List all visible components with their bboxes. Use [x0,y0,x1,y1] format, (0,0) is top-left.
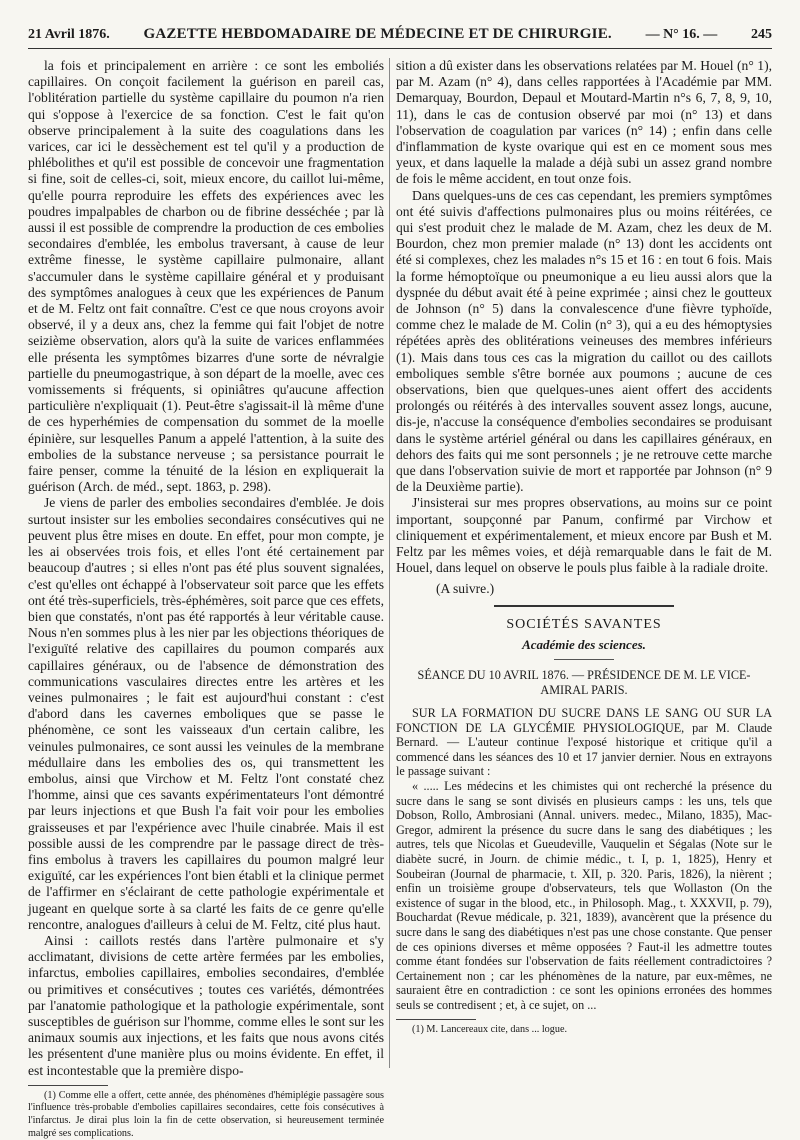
right-paragraph-1: sition a dû exister dans les observations relatées par M. Houel (n° 1), par M. Azam (n° 4), dans celles rapportées à l'Académie par MM. Demarquay, Bourdon, Depaul et Moutard-Martin n°s 6, 7, 8, 9, 10, 11), dans le cas de contusion observé par moi (n° 13) et dans l'observation de coagulation par varices (n° 14) ; enfin dans celle d'inflammation de kyste ovarique qui est en ce moment sous mes yeux, et dans laquelle la malade a déjà subi un assez grand nombre de fois le même accident, en tout onze fois. [396,58,772,187]
left-paragraph-3: Ainsi : caillots restés dans l'artère pulmonaire et s'y acclimatant, divisions de cette artère fermées par les embolies, infarctus, embolies capillaires, embolies secondaires, d'emblée ou primitives et consécutives ; toutes ces variétés, démontrées par l'anatomie pathologique et la pathologie expérimentale, sont susceptibles de guérison sur l'homme, comme elles le sont sur les animaux soumis aux injections, et les faits que nous avons cités les présentent d'une manière plus ou moins évidente. En effet, il est incontestable que la première dispo- [28,932,384,1078]
left-footnote: (1) Comme elle a offert, cette année, des phénomènes d'hémiplégie passagère sous l'influence très-probable d'embolies capillaires secondaires, cette fois consécutives à l'infarctus. Je dirai plus loin la fin de cette observation, si heureusement terminée malgré ses complications. [28,1089,384,1139]
section-separator [494,605,674,607]
right-footnote-rule [396,1019,476,1020]
right-quote: « ..... Les médecins et les chimistes qui ont recherché la présence du sucre dans le sang se sont divisés en plusieurs camps : les uns, tels que Dobson, Rollo, Ambrosiani (Annal. univers. medec., Milano, 1835), Mac-Gregor, admirent la présence du sucre dans le sang des diabétiques ; les autres, tels que Nicolas et Gueudeville, Vauquelin et Ségalas (Note sur le diabète sucré, in Journ. de chimie médic., t. I, p. 1, 1825), Henry et Soubeiran (Journal de pharmacie, t. XII, p. 320. Paris, 1826), la nièrent ; enfin un troisième groupe d'observateurs, tels que Wollaston (On the existence of sugar in the blood, etc., in Philosoph. Mag., t. XXXVII, p. 79), Bouchardat (Revue médicale, p. 321, 1839), avancèrent que la présence du sucre dans le sang des diabétiques n'est pas une chose constante. Que penser de ces opinions diverses et même opposées ? Faut-il les admettre toutes comme étant fondées sur l'observation de faits réellement contradictoires ? Certainement non ; car les phénomènes de la nature, par eux-mêmes, ne sauraient être en contradiction : ce sont les opinions erronées des hommes seuls se contredisent ; et, à ce sujet, on ... [396,779,772,1012]
column-divider [389,58,390,1068]
left-paragraph-1: la fois et principalement en arrière : ce sont les emboliés capillaires. On conçoit facilement la guérison en pareil cas, l'oblitération partielle du système capillaire du poumon n'a rien qui s'oppose à l'exercice de sa fonction. C'est le fait qu'on observe principalement à la suite des coagulations dans les varices, car ici le dessèchement est tel qu'il y a production de phlébolithes et qu'il est possible de concevoir une fragmentation si fine, soit de celles-ci, soit, mieux encore, du caillot lui-même, qu'elle pourra reproduire les effets des expériences avec les poudres impalpables de charbon ou de fibrine desséchée ; par là aussi il est possible de comprendre la production de ces embolies secondaires d'emblée, les embolus traversant, à cause de leur extrême finesse, le système capillaire pulmonaire, allant s'accumuler dans le système capillaire général et y produisant des symptômes analogues à ceux que les expériences de Panum et de M. Feltz ont fait connaître. C'est ce que nous croyons avoir observé, il y a deux ans, chez la femme qui fait l'objet de notre seizième observation, alors qu'à la suite de varices enflammées elle présenta les symptômes bizarres d'une sorte de névralgie partielle du pneumogastrique, à son départ de la moelle, avec ces vomissements si fréquents, si opiniâtres qu'aucune affection particulière n'expliquait (1). Peut-être s'agissait-il là même d'une de ces hyperhémies de compensation du sommet de la moelle épinière, sur lesquelles Panum a appelé l'attention, à la suite des embolies de la substance nerveuse ; sa persistance pourrait le faire penser, comme la ténuité de la lésion en expliquerait la guérison (Arch. de méd., sept. 1863, p. 298). [28,58,384,495]
left-column [28,58,384,1139]
page-header [28,26,772,48]
to-be-continued: (A suivre.) [436,580,495,596]
section-title: SOCIÉTÉS SAVANTES [506,616,662,632]
footnote-rule [28,1085,108,1086]
journal-title: GAZETTE HEBDOMADAIRE DE MÉDECINE ET DE CHIRURGIE. [143,26,612,42]
right-paragraph-4: SUR LA FORMATION DU SUCRE DANS LE SANG OU SUR LA FONCTION DE LA GLYCÉMIE PHYSIOLOGIQUE, par M. Claude Bernard. — L'auteur continue l'exposé historique et critique qu'il a commencé dans les séances des 10 et 17 janvier dernier. Nous en extrayons le passage suivant : [396,706,772,779]
right-footnote: (1) M. Lancereaux cite, dans ... logue. [412,1023,568,1035]
subsection-rule [554,659,614,660]
header-date: 21 Avril 1876. [28,27,110,42]
right-paragraph-3: J'insisterai sur mes propres observations, au moins sur ce point important, soupçonné par Panum, confirmé par Virchow et cliniquement et expérimentalement, et mieux encore par Bush et M. Feltz par les mêmes voies, et déjà remarquable dans le fait de M. Houel, dans lequel on observe le pouls plus faible à la radiale droite. [396,495,772,576]
subsection-title: Académie des sciences. [522,636,646,652]
header-rule [28,48,772,49]
issue-number: — N° 16. — [645,27,718,42]
session-heading: SÉANCE DU 10 AVRIL 1876. — PRÉSIDENCE DE M. LE VICE-AMIRAL PARIS. [417,668,751,698]
page-number: 245 [750,27,772,42]
left-paragraph-2: Je viens de parler des embolies secondaires d'emblée. Je dois surtout insister sur les embolies secondaires consécutives qui ne peuvent plus être mises en doute. En effet, pour mon compte, je les ai observées trois fois, et elles l'ont été certainement par beaucoup d'autres ; si elles n'ont pas été plus souvent signalées, c'est qu'elles ont échappé à l'observateur soit parce que les effets ont été très-superficiels, très-éphémères, soit parce que ces effets, bien que constatés, n'ont pas été rapportés à leur véritable cause. Nous n'en sommes plus à les nier par les objections théoriques de l'exiguïté relative des capillaires du poumon comparés aux capillaires généraux, ou de l'absence de démonstration des communications vasculaires directes entre les artères et les veines pulmonaires ; le fait est aujourd'hui constant : c'est d'abord dans les cavernes emboliques que se passe le phénomène, ce sont les vaisseaux d'un certain calibre, les veinules pulmonaires, ce sont aussi les veinules de la membrane médullaire dans les embolies des os, qui transmettent les embolus, ainsi que Virchow et M. Feltz l'ont constaté chez l'homme, ainsi que ces savants expérimentateurs l'ont démontré par leurs injections et que Bush l'a fait voir pour les embolies graisseuses et par l'expérience avec l'huile cinabrée. Mais il est possible aussi de les comprendre par le passage direct de très-fins embolus à travers les capillaires du poumon malgré leur exiguïté, car les expériences l'ont bien établi et la clinique permet de l'affirmer en s'éclairant de cette pathologie expérimentale et jugeant en quelque sorte à sa clarté les faits de ce genre qu'elle rencontre, analogues d'ailleurs à celui de M. Feltz, cité plus haut. [28,495,384,932]
right-paragraph-2: Dans quelques-uns de ces cas cependant, les premiers symptômes ont été suivis d'affections pulmonaires plus ou moins réitérées, ce qui s'est produit chez le malade de M. Azam, chez les deux de M. Bourdon, chez mon premier malade (n° 13) dont les accidents ont été si complexes, chez les malades n°s 15 et 16 : en tout 6 fois. Mais la forme hémoptoïque ou pneumonique a eu lieu aussi alors que la dyspnée du début avait été à peine exprimée ; ainsi chez le goutteux de Johnson (n° 5) dans la convalescence d'une fièvre typhoïde, comme chez le malade de M. Colin (n° 3), qui a eu des hémoptysies répétées après des oblitérations veineuses des membres inférieurs (1). Mais dans tous ces cas la migration du caillot ou des caillots emboliques semble s'être bornée aux poumons ; aucune de ces observations, bien que quelques-unes aient offert des accidents prolongés ou réitérés à des intervalles souvent assez longs, aucune, dis-je, n'accuse la conséquence d'embolies secondaires se produisant dans le système artériel général ou dans les capillaires généraux, en dehors des faits qui me sont personnels ; je ne retrouve cette marche que dans l'observation suivie de mort et rapportée par Johnson (n° 9 de la Deuxième partie). [396,187,772,495]
right-column [396,58,772,1078]
